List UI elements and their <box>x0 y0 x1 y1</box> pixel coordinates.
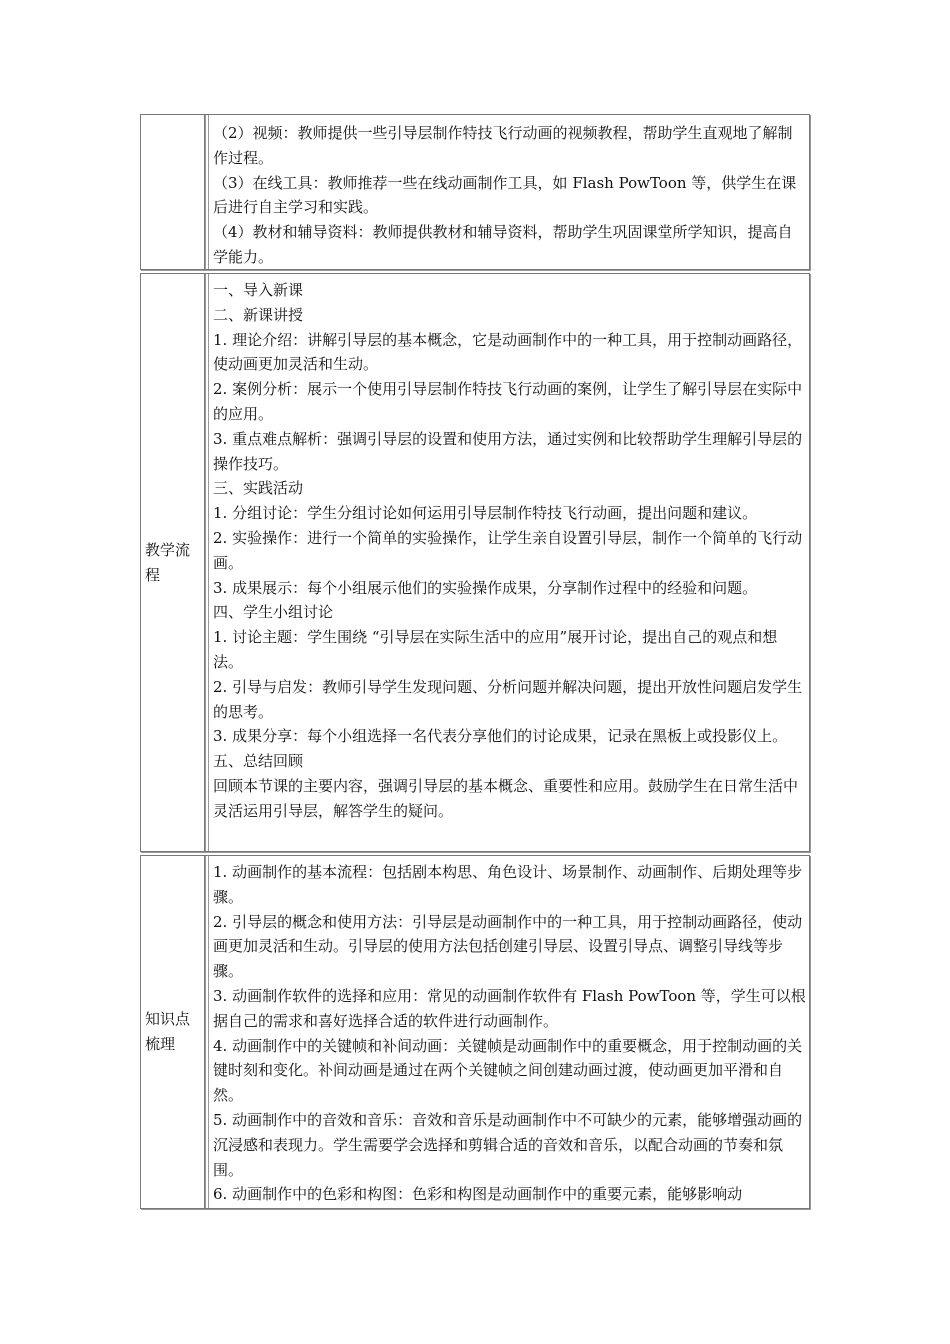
section-heading: 三、实践活动 <box>213 479 304 498</box>
row-content-cell <box>208 856 809 1208</box>
content-paragraph: 2. 案例分析：展示一个使用引导层制作特技飞行动画的案例，让学生了解引导层在实际中的应用。 <box>213 380 803 423</box>
content-paragraph: 回顾本节课的主要内容，强调引导层的基本概念、重要性和应用。鼓励学生在日常生活中灵活运用引导层，解答学生的疑问。 <box>213 776 799 820</box>
content-paragraph: （2）视频：教师提供一些引导层制作特技飞行动画的视频教程，帮助学生直观地了解制作过程。 <box>213 124 793 167</box>
section-heading: 一、导入新课 <box>213 281 304 299</box>
content-paragraph: 6. 动画制作中的色彩和构图：色彩和构图是动画制作中的重要元素，能够影响动 <box>213 1185 743 1204</box>
content-paragraph: 3. 重点难点解析：强调引导层的设置和使用方法，通过实例和比较帮助学生理解引导层的操作技巧。 <box>213 429 803 473</box>
row-label: 教学流程 <box>145 540 191 584</box>
content-paragraph: 1. 分组讨论：学生分组讨论如何运用引导层制作特技飞行动画，提出问题和建议。 <box>213 504 758 523</box>
table-row-teaching-process <box>140 273 810 852</box>
table-row-knowledge-summary <box>140 855 810 1209</box>
section-heading: 五、总结回顾 <box>213 752 304 771</box>
section-heading: 二、新课讲授 <box>213 305 304 324</box>
content-paragraph: 1. 动画制作的基本流程：包括剧本构思、角色设计、场景制作、动画制作、后期处理等步骤。 <box>213 863 803 906</box>
lesson-plan-table <box>140 114 810 1209</box>
content-paragraph: 2. 引导层的概念和使用方法：引导层是动画制作中的一种工具，用于控制动画路径，使动画更加灵活和生动。引导层的使用方法包括创建引导层、设置引导点、调整引导线等步骤。 <box>213 912 803 981</box>
content-paragraph: 4. 动画制作中的关键帧和补间动画：关键帧是动画制作中的重要概念，用于控制动画的关键时刻和变化。补间动画是通过在两个关键帧之间创建动画过渡，使动画更加平滑和自然。 <box>213 1036 803 1105</box>
row-label-cell <box>141 115 205 269</box>
content-paragraph: 5. 动画制作中的音效和音乐：音效和音乐是动画制作中不可缺少的元素，能够增强动画的沉浸感和表现力。学生需要学会选择和剪辑合适的音效和音乐，以配合动画的节奏和氛围。 <box>213 1110 803 1179</box>
content-paragraph: 3. 成果分享：每个小组选择一名代表分享他们的讨论成果，记录在黑板上或投影仪上。 <box>213 727 788 746</box>
section-heading: 四、学生小组讨论 <box>213 603 334 622</box>
content-paragraph: （4）教材和辅导资料：教师提供教材和辅导资料，帮助学生巩固课堂所学知识，提高自学能力。 <box>213 223 793 266</box>
table-row-resources <box>140 114 810 270</box>
content-paragraph: （3）在线工具：教师推荐一些在线动画制作工具，如 Flash PowToon 等，供学生在课后进行自主学习和实践。 <box>213 173 797 217</box>
row-label-cell <box>141 274 205 851</box>
row-label: 知识点梳理 <box>145 1010 191 1053</box>
content-paragraph: 2. 实验操作：进行一个简单的实验操作，让学生亲自设置引导层，制作一个简单的飞行动画。 <box>213 528 803 572</box>
content-paragraph: 2. 引导与启发：教师引导学生发现问题、分析问题并解决问题，提出开放性问题启发学生的思考。 <box>213 677 803 721</box>
content-paragraph: 1. 讨论主题：学生围绕 “引导层在实际生活中的应用”展开讨论，提出自己的观点和想法。 <box>213 628 778 671</box>
row-content-cell <box>208 115 809 269</box>
content-paragraph: 3. 成果展示：每个小组展示他们的实验操作成果，分享制作过程中的经验和问题。 <box>213 578 758 597</box>
content-paragraph: 1. 理论介绍：讲解引导层的基本概念，它是动画制作中的一种工具，用于控制动画路径，使动画更加灵活和生动。 <box>213 330 803 374</box>
content-paragraph: 3. 动画制作软件的选择和应用：常见的动画制作软件有 Flash PowToon 等，学生可以根据自己的需求和喜好选择合适的软件进行动画制作。 <box>213 986 806 1030</box>
row-content-cell <box>208 274 809 851</box>
row-label-cell <box>141 856 205 1208</box>
